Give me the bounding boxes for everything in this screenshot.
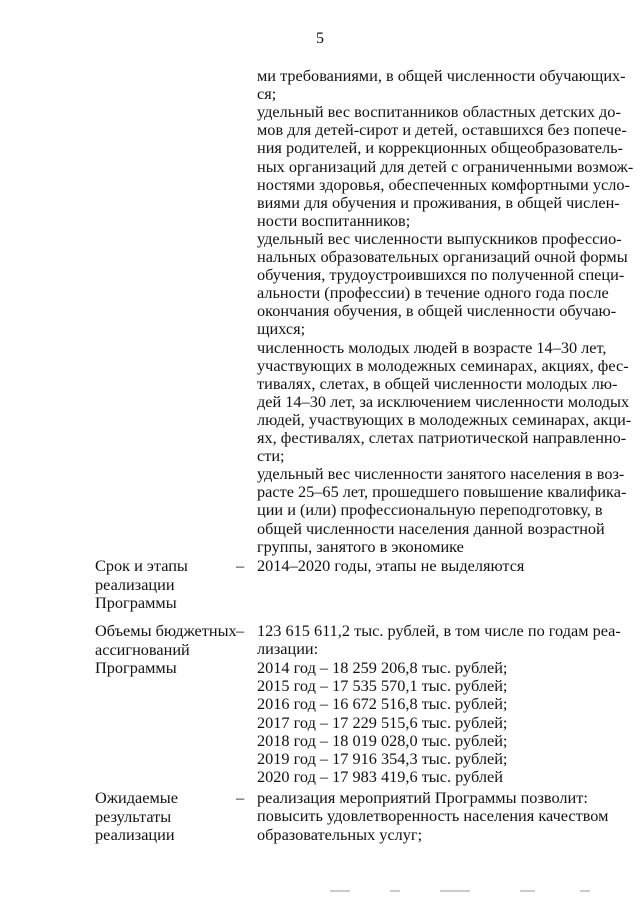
section-value-line: 2014 год – 18 259 206,8 тыс. рублей; (257, 657, 508, 677)
text-line: дей 14–30 лет, за исключением численности молодых (257, 391, 630, 411)
text-line: ции и (или) профессиональную переподготовку, в (257, 500, 603, 520)
text-line: удельный вес воспитанников областных детских до- (257, 102, 621, 122)
section-label: Программы (95, 658, 177, 677)
text-line: ях, фестивалях, слетах патриотической направленно- (257, 428, 627, 447)
section-value-line: 123 615 611,2 тыс. рублей, в том числе по годам реа- (257, 621, 621, 640)
footer-scan-marks (330, 890, 600, 896)
section-label: Объемы бюджетных (95, 621, 237, 640)
text-line: расте 25–65 лет, прошедшего повышение квалифика- (257, 482, 627, 502)
text-line: ния родителей, и коррекционных общеобразователь- (257, 138, 623, 158)
text-line: участвующих в молодежных семинарах, акциях, фес- (257, 355, 629, 375)
section-value-line: 2018 год – 18 019 028,0 тыс. рублей; (257, 730, 508, 750)
section-label: Срок и этапы (95, 556, 188, 575)
section-dash: – (236, 556, 245, 575)
section-value-line: 2017 год – 17 229 515,6 тыс. рублей; (257, 712, 508, 732)
section-value-line: 2016 год – 16 672 516,8 тыс. рублей; (257, 694, 508, 714)
text-line: ности воспитанников; (257, 210, 411, 230)
text-line: ся; (257, 84, 277, 104)
text-line: альности (профессии) в течение одного года после (257, 283, 609, 303)
section-value-line: 2019 год – 17 916 354,3 тыс. рублей; (257, 749, 508, 769)
text-line: щихся; (257, 319, 306, 339)
section-value-line: 2020 год – 17 983 419,6 тыс. рублей (257, 767, 503, 787)
section-value-line: повысить удовлетворенность населения качеством (257, 806, 609, 826)
text-line: удельный вес численности выпускников профессио- (257, 228, 622, 248)
section-value-line: лизации: (257, 639, 319, 659)
section-label: реализации (95, 574, 175, 594)
text-line: виями для обучения и проживания, в общей числен- (257, 192, 620, 212)
text-line: группы, занятого в экономике (257, 536, 464, 556)
text-line: общей численности населения данной возрастной (257, 518, 605, 538)
section-label: ассигнований (95, 639, 190, 659)
section-value-line: 2014–2020 годы, этапы не выделяются (257, 556, 525, 575)
text-line: численность молодых людей в возрасте 14–30 лет, (257, 337, 607, 357)
text-line: нальных образовательных организаций очной формы (257, 247, 628, 266)
text-line: людей, участвующих в молодежных семинарах, акци- (257, 409, 632, 429)
section-value-line: 2015 год – 17 535 570,1 тыс. рублей; (257, 675, 508, 695)
section-label: Ожидаемые (95, 788, 178, 807)
section-dash: – (236, 621, 245, 640)
text-line: обучения, трудоустроившихся по полученной специ- (257, 265, 625, 285)
section-value-line: образовательных услуг; (257, 824, 423, 844)
section-value-line: реализация мероприятий Программы позволит: (257, 788, 588, 807)
text-line: ностями здоровья, обеспеченных комфортными усло- (257, 174, 630, 194)
text-line: удельный вес численности занятого населения в воз- (257, 464, 625, 484)
text-line: ми требованиями, в общей численности обучающих- (257, 66, 626, 85)
text-line: окончания обучения, в общей численности обучаю- (257, 301, 617, 321)
text-line: тивалях, слетах, в общей численности молодых лю- (257, 373, 618, 393)
text-line: сти; (257, 446, 285, 466)
section-label: Программы (95, 593, 177, 612)
text-line: ных организаций для детей с ограниченными возмож- (257, 156, 634, 176)
section-label: реализации (95, 825, 175, 844)
section-label: результаты (95, 806, 172, 826)
page-number: 5 (316, 30, 324, 47)
section-dash: – (236, 788, 245, 807)
text-line: мов для детей-сирот и детей, оставшихся без попече- (257, 120, 627, 140)
